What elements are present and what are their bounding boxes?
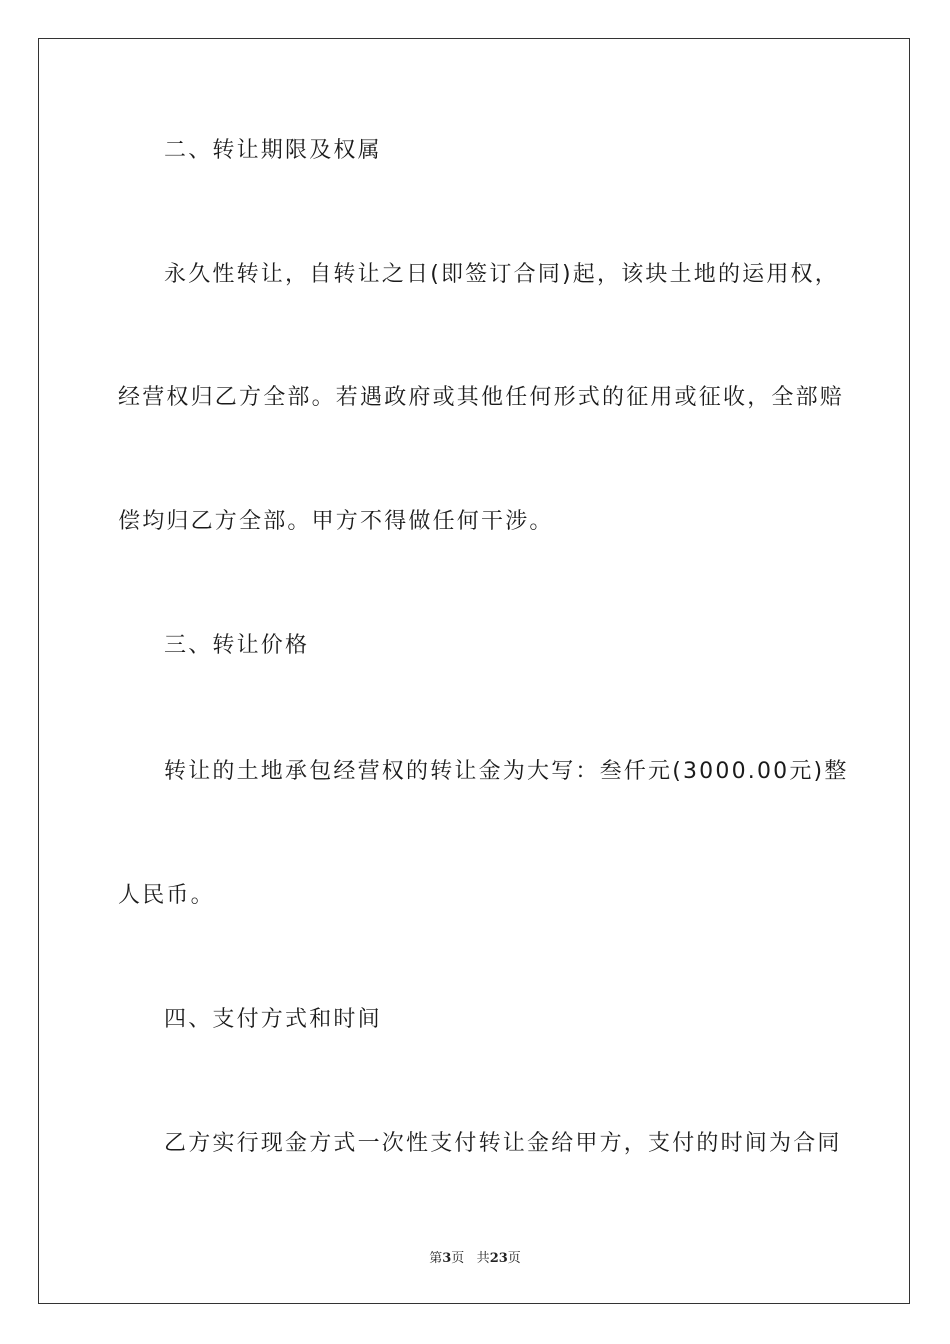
page-number: 3: [442, 1251, 452, 1266]
page-prefix: 第: [429, 1251, 443, 1266]
paragraph-line: 人民币。: [118, 883, 215, 908]
paragraph-line: 乙方实行现金方式一次性支付转让金给甲方，支付的时间为合同: [164, 1131, 842, 1156]
total-pages: 23: [489, 1251, 508, 1266]
section-heading-term: 二、转让期限及权属: [164, 138, 382, 163]
paragraph-line: 转让的土地承包经营权的转让金为大写：叁仟元(3000.00元)整: [164, 759, 849, 784]
page-border: [38, 38, 910, 1304]
paragraph-line: 永久性转让，自转让之日(即签订合同)起，该块土地的运用权，: [164, 262, 839, 287]
paragraph-line: 偿均归乙方全部。甲方不得做任何干涉。: [118, 509, 554, 534]
total-prefix: 共: [476, 1251, 490, 1266]
page-footer: [0, 1247, 950, 1266]
page-suffix: 页: [451, 1251, 465, 1266]
section-heading-payment: 四、支付方式和时间: [164, 1007, 382, 1032]
paragraph-line: 经营权归乙方全部。若遇政府或其他任何形式的征用或征收，全部赔: [118, 385, 845, 410]
total-suffix: 页: [507, 1251, 521, 1266]
section-heading-price: 三、转让价格: [164, 633, 310, 658]
